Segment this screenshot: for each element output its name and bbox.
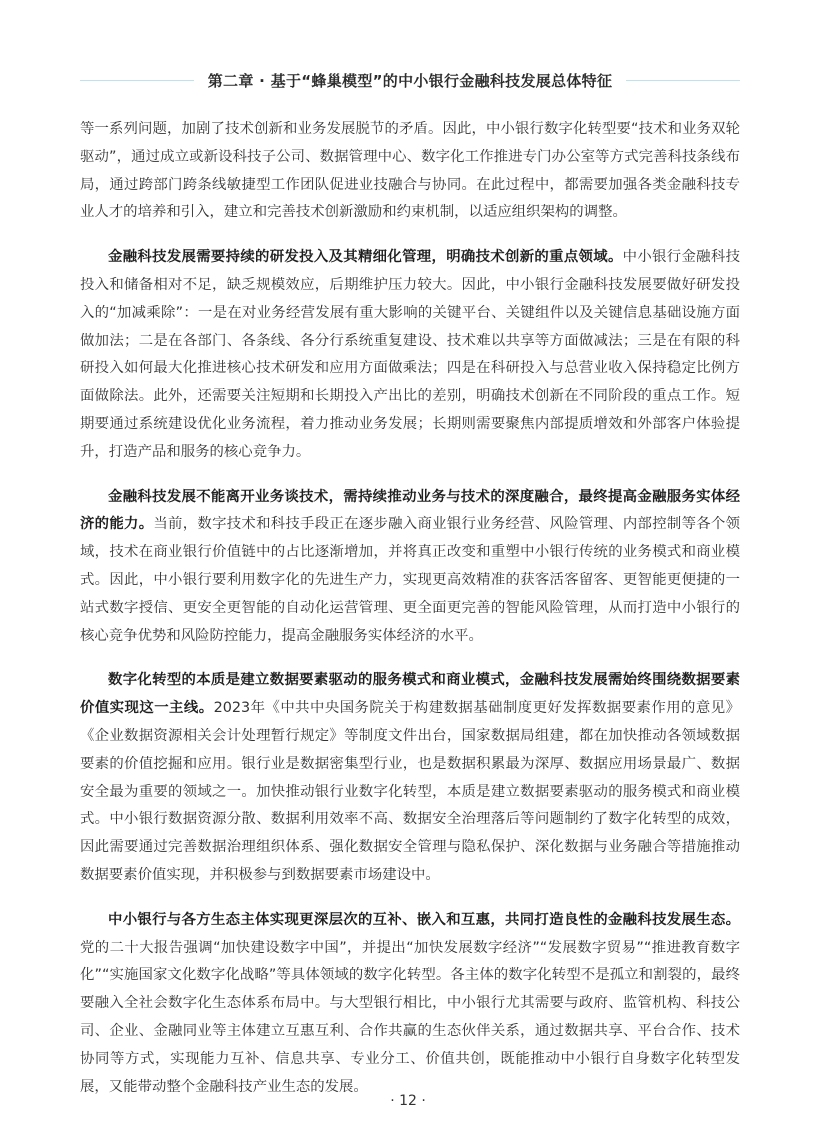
- paragraph-body: 党的二十大报告强调“加快建设数字中国”，并提出“加快发展数字经济”“发展数字贸易”“推进教育数字化”“实施国家文化数字化战略”等具体领域的数字化转型。各主体的数字化转型不是孤立和割裂的，最终要融入全社会数字化生态体系布局中。与大型银行相比，中小银行尤其需要与政府、监管机构、科技公司、企业、金融同业等主体建立互惠互利、合作共赢的生态伙伴关系，通过数据共享、平台合作、技术协同等方式，实现能力互补、信息共享、专业分工、价值共创，既能推动中小银行自身数字化转型发展，又能带动整个金融科技产业生态的发展。: [80, 939, 740, 1095]
- paragraph-body: 当前，数字技术和科技手段正在逐步融入商业银行业务经营、风险管理、内部控制等各个领域，技术在商业银行价值链中的占比逐渐增加，并将真正改变和重塑中小银行传统的业务模式和商业模式。因此，中小银行要利用数字化的先进生产力，实现更高效精准的获客活客留客、更智能更便捷的一站式数字授信、更安全更智能的自动化运营管理、更全面更完善的智能风险管理，从而打造中小银行的核心竞争优势和风险防控能力，提高金融服务实体经济的水平。: [80, 516, 740, 644]
- header-rule-right: [626, 80, 740, 81]
- paragraph-lead: 数字化转型的本质是建立数据要素驱动的服务模式和商业模式，金融科技发展需始终围绕数据要素价值实现这一主线。: [80, 672, 740, 717]
- page-number: · 12 ·: [390, 1093, 426, 1109]
- body-text: [80, 116, 740, 1118]
- paragraph: [80, 667, 740, 889]
- header-rule-left: [80, 80, 194, 81]
- paragraph-lead: 金融科技发展需要持续的研发投入及其精细化管理，明确技术创新的重点领域。: [108, 249, 623, 266]
- chapter-title: 第二章 · 基于“蜂巢模型”的中小银行金融科技发展总体特征: [207, 71, 613, 90]
- paragraph: [80, 116, 740, 227]
- paragraph-body: 2023年《中共中央国务院关于构建数据基础制度更好发挥数据要素作用的意见》《企业数据资源相关会计处理暂行规定》等制度文件出台，国家数据局组建，都在加快推动各领域数据要素的价值挖掘和应用。银行业是数据密集型行业，也是数据积累最为深厚、数据应用场景最广、数据安全最为重要的领域之一。加快推动银行业数字化转型，本质是建立数据要素驱动的服务模式和商业模式。中小银行数据资源分散、数据利用效率不高、数据安全治理落后等问题制约了数字化转型的成效，因此需要通过完善数据治理组织体系、强化数据安全管理与隐私保护、深化数据与业务融合等措施推动数据要素价值实现，并积极参与到数据要素市场建设中。: [80, 700, 740, 883]
- paragraph: [80, 484, 740, 651]
- paragraph-lead: 金融科技发展不能离开业务谈技术，需持续推动业务与技术的深度融合，最终提高金融服务实体经济的能力。: [80, 488, 740, 533]
- paragraph-lead: 中小银行与各方生态主体实现更深层次的互补、嵌入和互惠，共同打造良性的金融科技发展生态。: [108, 911, 740, 928]
- paragraph: [80, 907, 740, 1102]
- paragraph: [80, 244, 740, 466]
- paragraph-body: 等一系列问题，加剧了技术创新和业务发展脱节的矛盾。因此，中小银行数字化转型要“技术和业务双轮驱动”，通过成立或新设科技子公司、数据管理中心、数字化工作推进专门办公室等方式完善科技条线布局，通过跨部门跨条线敏捷型工作团队促进业技融合与协同。在此过程中，都需要加强各类金融科技专业人才的培养和引入，建立和完善技术创新激励和约束机制，以适应组织架构的调整。: [80, 121, 740, 221]
- chapter-header: [80, 66, 740, 94]
- paragraph-body: 中小银行金融科技投入和储备相对不足，缺乏规模效应，后期维护压力较大。因此，中小银行金融科技发展要做好研发投入的“加减乘除”：一是在对业务经营发展有重大影响的关键平台、关键组件以及关键信息基础设施方面做加法；二是在各部门、各条线、各分行系统重复建设、技术难以共享等方面做减法；三是在有限的科研投入如何最大化推进核心技术研发和应用方面做乘法；四是在科研投入与总营业收入保持稳定比例方面做除法。此外，还需要关注短期和长期投入产出比的差别，明确技术创新在不同阶段的重点工作。短期要通过系统建设优化业务流程，着力推动业务发展；长期则需要聚焦内部提质增效和外部客户体验提升，打造产品和服务的核心竞争力。: [80, 249, 740, 460]
